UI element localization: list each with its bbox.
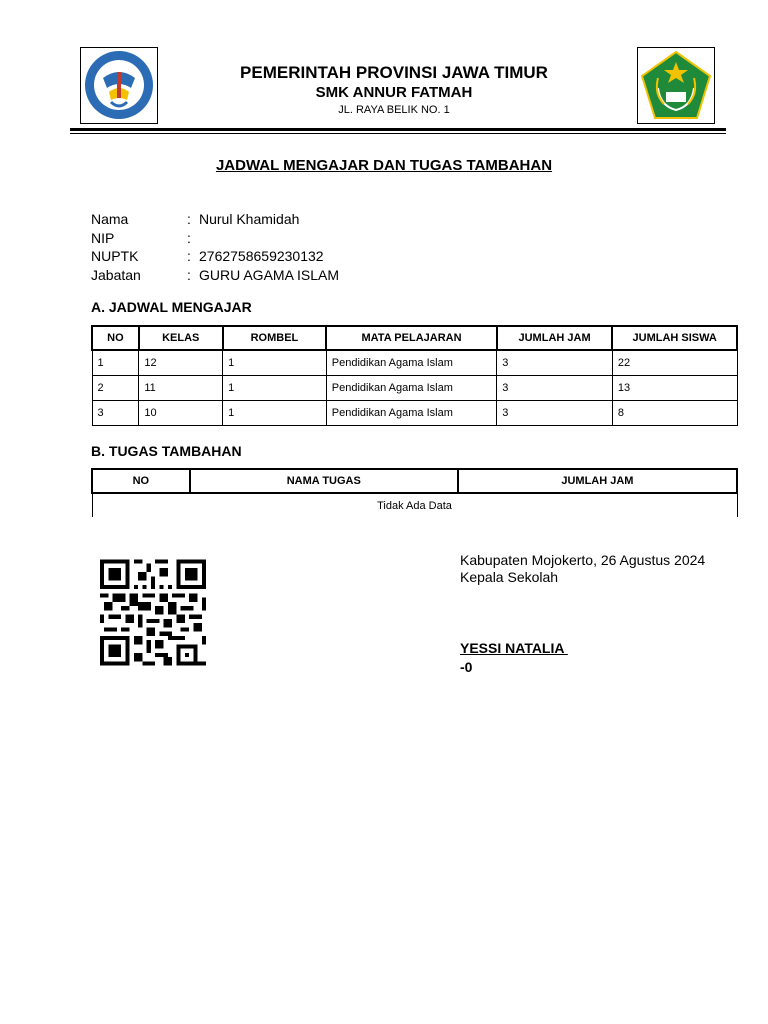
section-a-title: A. JADWAL MENGAJAR (91, 299, 252, 315)
table-cell: 3 (497, 401, 613, 426)
table-row (92, 376, 737, 401)
table-cell: 3 (497, 350, 613, 376)
column-header: KELAS (139, 326, 223, 350)
identity-colon: : (187, 248, 191, 264)
identity-colon: : (187, 229, 191, 246)
empty-state-cell: Tidak Ada Data (92, 493, 737, 517)
column-header: NAMA TUGAS (190, 469, 458, 493)
column-header: NO (92, 469, 190, 493)
column-header: MATA PELAJARAN (326, 326, 496, 350)
table-cell: 3 (497, 376, 613, 401)
teaching-schedule-table (91, 325, 738, 426)
identity-label: Nama (91, 211, 129, 227)
table-header-row (92, 326, 737, 350)
school-address: JL. RAYA BELIK NO. 1 (338, 104, 450, 116)
table-cell: 3 (92, 401, 139, 426)
table-cell: Pendidikan Agama Islam (326, 376, 496, 401)
table-cell: 10 (139, 401, 223, 426)
signature-place-date: Kabupaten Mojokerto, 26 Agustus 2024 (460, 552, 706, 568)
kemenag-emblem-icon (638, 48, 714, 123)
table-row (92, 493, 737, 517)
column-header: JUMLAH JAM (458, 469, 737, 493)
header-divider-thick (70, 128, 726, 131)
table-cell: 2 (92, 376, 139, 401)
table-cell: 12 (139, 350, 223, 376)
document-title: JADWAL MENGAJAR DAN TUGAS TAMBAHAN (215, 157, 553, 174)
kemenag-logo (637, 47, 715, 124)
table-row (92, 401, 737, 426)
government-name: PEMERINTAH PROVINSI JAWA TIMUR (240, 63, 548, 82)
table-header-row (92, 469, 737, 493)
table-cell: 1 (92, 350, 139, 376)
identity-label: Jabatan (91, 266, 141, 283)
section-b-title: B. TUGAS TAMBAHAN (91, 443, 242, 459)
school-name: SMK ANNUR FATMAH (315, 84, 473, 101)
table-cell: 13 (612, 376, 737, 401)
signature-nip: -0 (460, 659, 473, 675)
signature-name: YESSI NATALIA (460, 640, 568, 656)
identity-colon: : (187, 211, 191, 227)
qr-code-icon (100, 558, 206, 667)
teacher-identity (91, 210, 339, 284)
column-header: ROMBEL (223, 326, 327, 350)
table-cell: 22 (612, 350, 737, 376)
table-cell: 1 (223, 376, 327, 401)
identity-label: NUPTK (91, 248, 139, 264)
table-cell: Pendidikan Agama Islam (326, 350, 496, 376)
identity-value: GURU AGAMA ISLAM (199, 266, 340, 283)
table-cell: 8 (612, 401, 737, 426)
table-cell: 1 (223, 401, 327, 426)
identity-colon: : (187, 266, 191, 283)
table-cell: 1 (223, 350, 327, 376)
table-row (92, 350, 737, 376)
identity-value: 2762758659230132 (199, 248, 324, 264)
table-cell: Pendidikan Agama Islam (326, 401, 496, 426)
column-header: JUMLAH JAM (497, 326, 613, 350)
additional-duties-table (91, 468, 738, 517)
identity-label: NIP (91, 229, 115, 246)
column-header: NO (92, 326, 139, 350)
identity-row-nip (91, 229, 339, 248)
identity-row-nama (91, 210, 339, 229)
column-header: JUMLAH SISWA (612, 326, 737, 350)
table-cell: 11 (139, 376, 223, 401)
identity-row-jabatan (91, 266, 339, 285)
identity-value: Nurul Khamidah (199, 211, 300, 227)
header-divider-thin (70, 133, 726, 134)
identity-row-nuptk (91, 247, 339, 266)
signature-role: Kepala Sekolah (460, 569, 559, 585)
